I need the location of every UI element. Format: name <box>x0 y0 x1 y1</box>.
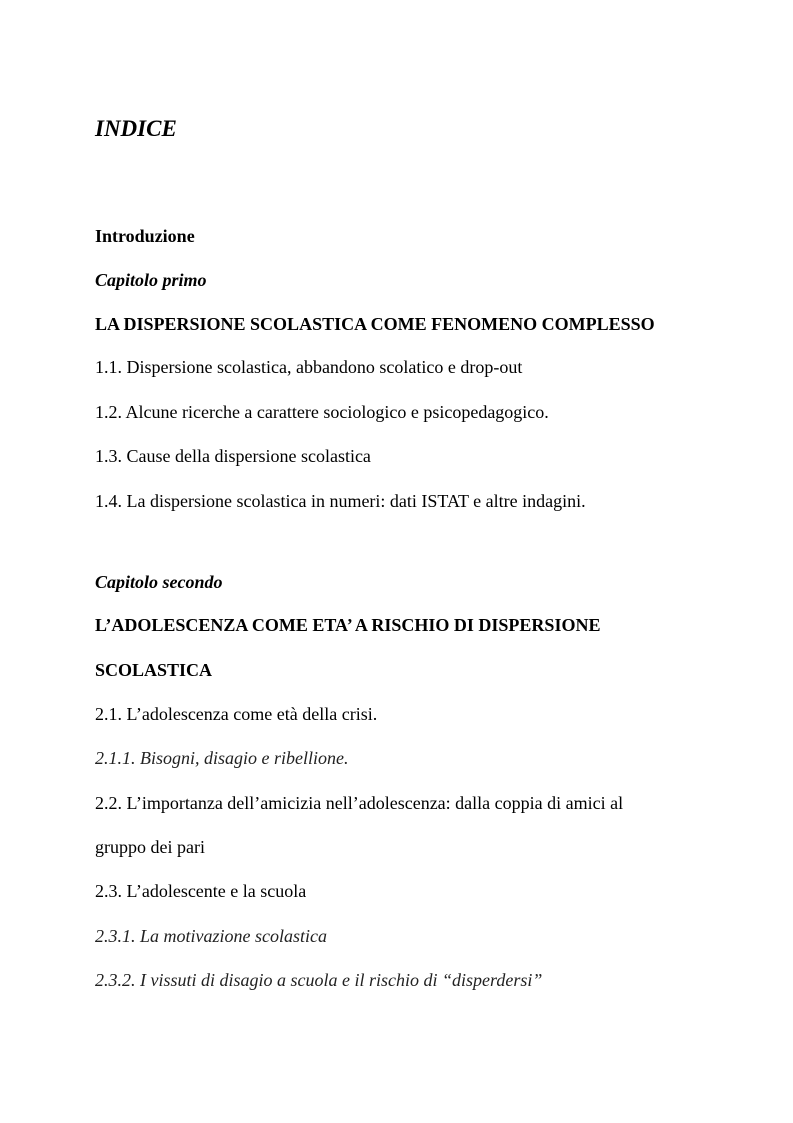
chapter1-label: Capitolo primo <box>95 270 207 290</box>
toc-entry-1-2: 1.2. Alcune ricerche a carattere sociologico e psicopedagogico. <box>95 402 549 422</box>
toc-entry-2-1-1: 2.1.1. Bisogni, disagio e ribellione. <box>95 748 349 768</box>
chapter2-heading-line2: SCOLASTICA <box>95 660 213 680</box>
chapter2-heading-line1: L’ADOLESCENZA COME ETA’ A RISCHIO DI DISPERSIONE <box>95 615 601 635</box>
toc-entry-2-3-1: 2.3.1. La motivazione scolastica <box>95 926 327 946</box>
toc-introduction: Introduzione <box>95 226 195 246</box>
toc-entry-2-1: 2.1. L’adolescenza come età della crisi. <box>95 704 378 724</box>
toc-entry-1-4: 1.4. La dispersione scolastica in numeri: dati ISTAT e altre indagini. <box>95 491 586 511</box>
toc-entry-2-3: 2.3. L’adolescente e la scuola <box>95 881 307 901</box>
chapter2-label: Capitolo secondo <box>95 572 223 592</box>
toc-entry-2-2-cont: gruppo dei pari <box>95 837 205 857</box>
toc-entry-1-3: 1.3. Cause della dispersione scolastica <box>95 446 371 466</box>
toc-entry-2-2: 2.2. L’importanza dell’amicizia nell’adolescenza: dalla coppia di amici al <box>95 793 624 813</box>
page-title: INDICE <box>95 116 177 141</box>
toc-entry-1-1: 1.1. Dispersione scolastica, abbandono scolatico e drop-out <box>95 357 523 377</box>
chapter1-heading: LA DISPERSIONE SCOLASTICA COME FENOMENO COMPLESSO <box>95 314 655 334</box>
toc-entry-2-3-2: 2.3.2. I vissuti di disagio a scuola e il rischio di “disperdersi” <box>95 970 543 990</box>
